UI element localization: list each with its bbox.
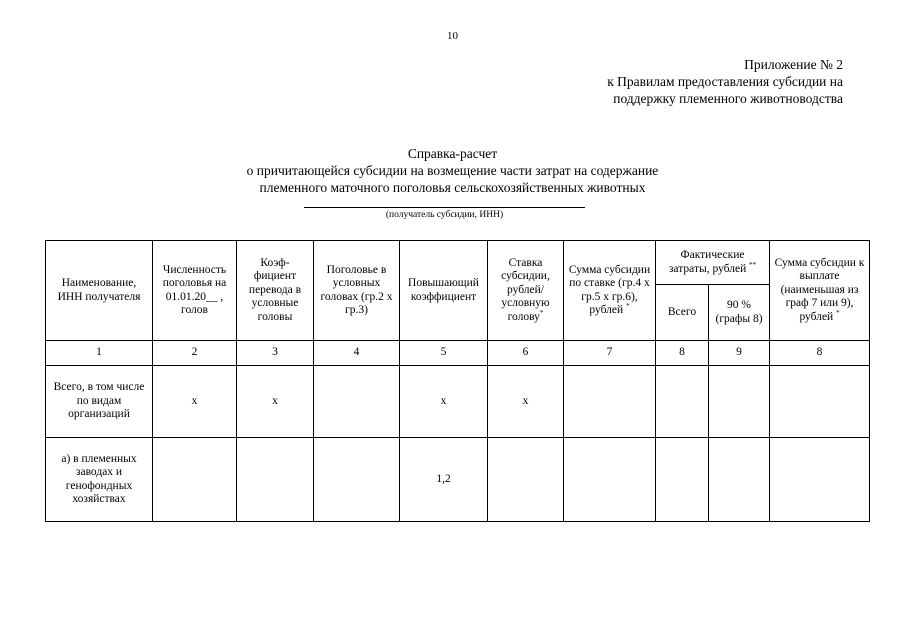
table-cell <box>656 366 709 438</box>
header-headcount: Численность поголовья на 01.01.20__ , голов <box>153 241 237 341</box>
column-number: 8 <box>656 341 709 366</box>
header-subsidy-payable-text: Сумма субсидии к выплате (наименьшая из граф 7 или 9), рублей <box>774 256 865 323</box>
column-number: 7 <box>564 341 656 366</box>
title-line-3: племенного маточного поголовья сельскохозяйственных животных <box>259 180 646 195</box>
appendix-line-1: Приложение № 2 <box>744 57 843 72</box>
column-number: 9 <box>709 341 770 366</box>
footnote-mark: ** <box>749 260 757 269</box>
table-row-breeding-farms <box>46 438 870 522</box>
table-row-total <box>46 366 870 438</box>
table-cell: х <box>400 366 488 438</box>
table-cell <box>314 438 400 522</box>
table-cell <box>153 438 237 522</box>
header-subsidy-payable <box>770 241 870 341</box>
appendix-line-2: к Правилам предоставления субсидии на <box>607 74 843 89</box>
header-actual-costs-text: Фактические затраты, рублей <box>668 249 747 275</box>
table-cell <box>709 438 770 522</box>
column-number: 2 <box>153 341 237 366</box>
row-label: а) в племенных заводах и генофондных хозяйствах <box>46 438 153 522</box>
header-ninety-percent: 90 % (графы 8) <box>709 285 770 341</box>
column-number: 3 <box>237 341 314 366</box>
footnote-mark: * <box>836 308 840 317</box>
title-line-2: о причитающейся субсидии на возмещение части затрат на содержание <box>246 163 659 178</box>
table-cell: х <box>153 366 237 438</box>
column-numbers-row <box>46 341 870 366</box>
header-subsidy-by-rate-text: Сумма субсидии по ставке (гр.4 х гр.5 х гр.6), рублей <box>568 263 651 316</box>
column-number: 4 <box>314 341 400 366</box>
footnote-mark: * <box>626 302 630 311</box>
table-cell <box>314 366 400 438</box>
table-cell <box>237 438 314 522</box>
column-number: 8 <box>770 341 870 366</box>
column-number: 6 <box>488 341 564 366</box>
table-cell <box>656 438 709 522</box>
table-cell <box>488 438 564 522</box>
column-number: 5 <box>400 341 488 366</box>
appendix-note <box>607 56 843 107</box>
table-cell <box>770 366 870 438</box>
footnote-mark: * <box>539 308 544 317</box>
column-number: 1 <box>46 341 153 366</box>
header-increasing-coef: Повышающий коэффициент <box>400 241 488 341</box>
title-line-1: Справка-расчет <box>407 146 498 161</box>
header-total-costs: Всего <box>656 285 709 341</box>
document-title <box>0 145 905 196</box>
table-cell: х <box>237 366 314 438</box>
table-cell: х <box>488 366 564 438</box>
header-row-1 <box>46 241 870 285</box>
table-cell <box>709 366 770 438</box>
table-cell <box>564 438 656 522</box>
header-subsidy-rate-text: Ставка субсидии, рублей/ условную голову <box>501 256 550 323</box>
header-conversion-coef: Коэф-фициент перевода в условные головы <box>237 241 314 341</box>
recipient-caption: (получатель субсидии, ИНН) <box>385 210 504 220</box>
header-subsidy-by-rate <box>564 241 656 341</box>
table-cell: 1,2 <box>400 438 488 522</box>
header-conventional-heads: Поголовье в условных головах (гр.2 х гр.3) <box>314 241 400 341</box>
header-subsidy-rate <box>488 241 564 341</box>
row-label: Всего, в том числе по видам организаций <box>46 366 153 438</box>
header-actual-costs <box>656 241 770 285</box>
appendix-line-3: поддержку племенного животноводства <box>613 91 843 106</box>
header-name-inn: Наименование, ИНН получателя <box>46 241 153 341</box>
recipient-field <box>304 207 585 220</box>
table-cell <box>770 438 870 522</box>
page-number: 10 <box>447 30 458 42</box>
recipient-underline <box>304 207 585 208</box>
table-cell <box>564 366 656 438</box>
calculation-table <box>45 240 870 522</box>
